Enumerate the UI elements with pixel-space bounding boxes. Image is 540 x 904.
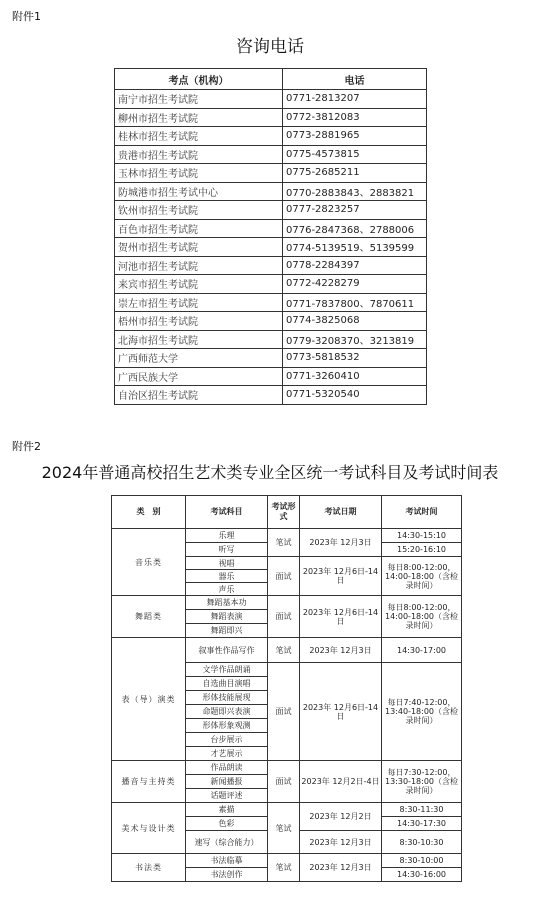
header-org: 考点（机构） (115, 69, 283, 90)
phone-cell: 0776-2847368、2788006 (283, 219, 427, 238)
table-row (115, 201, 427, 220)
category-art: 美术与设计类 (112, 803, 186, 854)
date-cell: 2023年 12月2日 (300, 803, 382, 831)
table-row (112, 638, 462, 663)
table-row (115, 293, 427, 312)
date-cell: 2023年 12月6日-14日 (300, 557, 382, 596)
time-cell: 14:30-17:30 (382, 817, 462, 831)
contact-table-body (115, 90, 427, 405)
date-cell: 2023年 12月6日-14日 (300, 596, 382, 638)
subject-cell: 视唱 (186, 557, 268, 570)
phone-cell: 0779-3208370、3213819 (283, 330, 427, 349)
subject-cell: 形体形象观测 (186, 719, 268, 733)
org-cell: 贵港市招生考试院 (115, 145, 283, 164)
subject-cell: 叙事性作品写作 (186, 638, 268, 663)
phone-cell: 0771-2813207 (283, 90, 427, 109)
org-cell: 防城港市招生考试中心 (115, 182, 283, 201)
category-music: 音乐类 (112, 529, 186, 596)
table-row (115, 219, 427, 238)
header-category: 类 别 (112, 496, 186, 529)
phone-cell: 0775-2685211 (283, 164, 427, 183)
header-form: 考试形式 (268, 496, 300, 529)
subject-cell: 作品朗读 (186, 761, 268, 775)
contact-header-row (115, 69, 427, 90)
phone-cell: 0771-5320540 (283, 386, 427, 405)
time-cell: 15:20-16:10 (382, 543, 462, 557)
table-row (112, 803, 462, 817)
org-cell: 南宁市招生考试院 (115, 90, 283, 109)
subject-cell: 才艺展示 (186, 747, 268, 761)
org-cell: 广西师范大学 (115, 349, 283, 368)
subject-cell: 舞蹈即兴 (186, 624, 268, 638)
org-cell: 广西民族大学 (115, 367, 283, 386)
subject-cell: 形体技能展现 (186, 691, 268, 705)
table-row (115, 312, 427, 331)
subject-cell: 新闻播报 (186, 775, 268, 789)
table-row (115, 275, 427, 294)
time-cell: 14:30-17:00 (382, 638, 462, 663)
table-row (115, 238, 427, 257)
subject-cell: 话题评述 (186, 789, 268, 803)
form-cell: 笔试 (268, 854, 300, 882)
org-cell: 百色市招生考试院 (115, 219, 283, 238)
subject-cell: 命题即兴表演 (186, 705, 268, 719)
subject-cell: 色彩 (186, 817, 268, 831)
phone-cell: 0770-2883843、2883821 (283, 182, 427, 201)
date-cell: 2023年 12月3日 (300, 529, 382, 557)
org-cell: 河池市招生考试院 (115, 256, 283, 275)
form-cell: 面试 (268, 557, 300, 596)
table-row (115, 330, 427, 349)
annex-2-label: 附件2 (12, 440, 41, 453)
org-cell: 柳州市招生考试院 (115, 108, 283, 127)
org-cell: 崇左市招生考试院 (115, 293, 283, 312)
table-row (112, 761, 462, 775)
form-cell: 面试 (268, 596, 300, 638)
time-cell: 每日8:00-12:00，14:00-18:00（含检录时间） (382, 557, 462, 596)
phone-cell: 0771-3260410 (283, 367, 427, 386)
form-cell: 面试 (268, 761, 300, 803)
table-row (115, 145, 427, 164)
subject-cell: 乐理 (186, 529, 268, 543)
table-row (112, 596, 462, 610)
subject-cell: 文学作品朗诵 (186, 663, 268, 677)
time-cell: 14:30-15:10 (382, 529, 462, 543)
subject-cell: 书法临摹 (186, 854, 268, 868)
contact-table (114, 68, 427, 405)
table-row (112, 529, 462, 543)
phone-cell: 0777-2823257 (283, 201, 427, 220)
org-cell: 北海市招生考试院 (115, 330, 283, 349)
contact-title: 咨询电话 (236, 37, 304, 57)
table-row (115, 108, 427, 127)
time-cell: 8:30-10:00 (382, 854, 462, 868)
table-row (115, 386, 427, 405)
subject-cell: 速写（综合能力） (186, 831, 268, 854)
org-cell: 自治区招生考试院 (115, 386, 283, 405)
org-cell: 钦州市招生考试院 (115, 201, 283, 220)
phone-cell: 0773-2881965 (283, 127, 427, 146)
schedule-header-row (112, 496, 462, 529)
phone-cell: 0775-4573815 (283, 145, 427, 164)
annex-1-label: 附件1 (12, 10, 41, 23)
subject-cell: 书法创作 (186, 868, 268, 882)
category-broadcast: 播音与主持类 (112, 761, 186, 803)
header-subject: 考试科目 (186, 496, 268, 529)
table-row (115, 90, 427, 109)
category-calligraphy: 书法类 (112, 854, 186, 882)
org-cell: 桂林市招生考试院 (115, 127, 283, 146)
category-performance: 表（导）演类 (112, 638, 186, 761)
form-cell: 笔试 (268, 638, 300, 663)
time-cell: 每日8:00-12:00，14:00-18:00（含检录时间） (382, 596, 462, 638)
subject-cell: 自选曲目演唱 (186, 677, 268, 691)
phone-cell: 0773-5818532 (283, 349, 427, 368)
date-cell: 2023年 12月3日 (300, 638, 382, 663)
date-cell: 2023年 12月3日 (300, 854, 382, 882)
phone-cell: 0771-7837800、7870611 (283, 293, 427, 312)
table-row (115, 164, 427, 183)
table-row (115, 349, 427, 368)
date-cell: 2023年 12月3日 (300, 831, 382, 854)
form-cell: 面试 (268, 663, 300, 761)
phone-cell: 0772-3812083 (283, 108, 427, 127)
time-cell: 每日7:40-12:00，13:40-18:00（含检录时间） (382, 663, 462, 761)
time-cell: 8:30-11:30 (382, 803, 462, 817)
form-cell: 笔试 (268, 803, 300, 854)
form-cell: 笔试 (268, 529, 300, 557)
subject-cell: 素描 (186, 803, 268, 817)
date-cell: 2023年 12月6日-14日 (300, 663, 382, 761)
header-phone: 电话 (283, 69, 427, 90)
phone-cell: 0772-4228279 (283, 275, 427, 294)
table-row (115, 256, 427, 275)
org-cell: 来宾市招生考试院 (115, 275, 283, 294)
subject-cell: 舞蹈表演 (186, 610, 268, 624)
time-cell: 8:30-10:30 (382, 831, 462, 854)
date-cell: 2023年 12月2日-4日 (300, 761, 382, 803)
phone-cell: 0778-2284397 (283, 256, 427, 275)
table-row (115, 367, 427, 386)
subject-cell: 声乐 (186, 583, 268, 596)
schedule-table (111, 495, 462, 882)
org-cell: 玉林市招生考试院 (115, 164, 283, 183)
table-row (115, 127, 427, 146)
table-row (115, 182, 427, 201)
time-cell: 14:30-16:00 (382, 868, 462, 882)
header-time: 考试时间 (382, 496, 462, 529)
org-cell: 梧州市招生考试院 (115, 312, 283, 331)
subject-cell: 舞蹈基本功 (186, 596, 268, 610)
phone-cell: 0774-3825068 (283, 312, 427, 331)
phone-cell: 0774-5139519、5139599 (283, 238, 427, 257)
table-row (112, 854, 462, 868)
org-cell: 贺州市招生考试院 (115, 238, 283, 257)
schedule-title: 2024年普通高校招生艺术类专业全区统一考试科目及考试时间表 (41, 463, 499, 482)
category-dance: 舞蹈类 (112, 596, 186, 638)
subject-cell: 器乐 (186, 570, 268, 583)
time-cell: 每日7:30-12:00，13:30-18:00（含检录时间） (382, 761, 462, 803)
header-date: 考试日期 (300, 496, 382, 529)
subject-cell: 台步展示 (186, 733, 268, 747)
subject-cell: 听写 (186, 543, 268, 557)
